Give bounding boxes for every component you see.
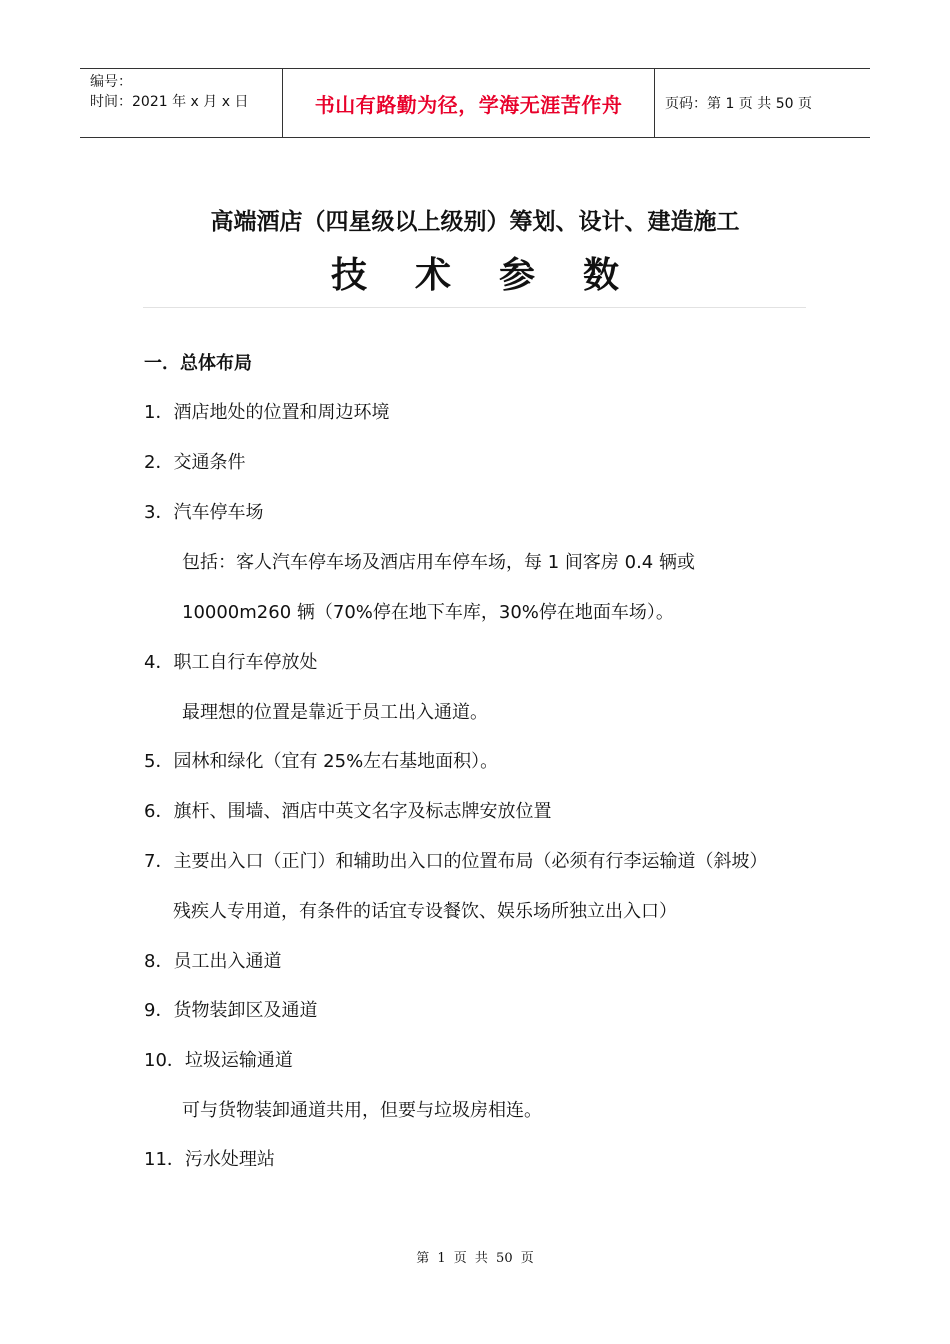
- list-item: 4．职工自行车停放处: [144, 652, 318, 673]
- list-item: 2．交通条件: [144, 452, 246, 473]
- list-item: 5．园林和绿化（宜有 25%左右基地面积）。: [144, 751, 499, 772]
- list-item: 6．旗杆、围墙、酒店中英文名字及标志牌安放位置: [144, 801, 552, 822]
- list-item: 9．货物装卸区及通道: [144, 1000, 318, 1021]
- time-label: 时间：2021 年 x 月 x 日: [90, 94, 249, 110]
- document-subtitle: 技术参数: [330, 254, 667, 296]
- document-title: 高端酒店（四星级以上级别）筹划、设计、建造施工: [210, 208, 740, 235]
- list-item: 1．酒店地处的位置和周边环境: [144, 402, 390, 423]
- title-divider: [143, 307, 806, 308]
- item-continuation: 残疾人专用道，有条件的话宜专设餐饮、娱乐场所独立出入口）: [173, 901, 677, 922]
- list-item: 10．垃圾运输通道: [144, 1050, 293, 1071]
- list-item: 7．主要出入口（正门）和辅助出入口的位置布局（必须有行李运输道（斜坡）: [144, 851, 768, 872]
- list-item: 3．汽车停车场: [144, 502, 264, 523]
- header-meta: [80, 69, 282, 137]
- list-item: 8．员工出入通道: [144, 951, 282, 972]
- number-label: 编号：: [90, 74, 132, 90]
- item-description: 包括：客人汽车停车场及酒店用车停车场，每 1 间客房 0.4 辆或: [182, 552, 695, 573]
- header-page-info: 页码：第 1 页 共 50 页: [665, 96, 812, 112]
- list-item: 11．污水处理站: [144, 1149, 275, 1170]
- item-description: 最理想的位置是靠近于员工出入通道。: [182, 702, 488, 723]
- section-heading: 一．总体布局: [144, 353, 252, 374]
- item-description: 可与货物装卸通道共用，但要与垃圾房相连。: [182, 1100, 542, 1121]
- page-header: [80, 68, 870, 138]
- page-footer: 第 1 页 共 50 页: [416, 1251, 534, 1266]
- header-motto: 书山有路勤为径，学海无涯苦作舟: [282, 69, 655, 137]
- item-description: 10000m260 辆（70%停在地下车库，30%停在地面车场）。: [182, 602, 674, 623]
